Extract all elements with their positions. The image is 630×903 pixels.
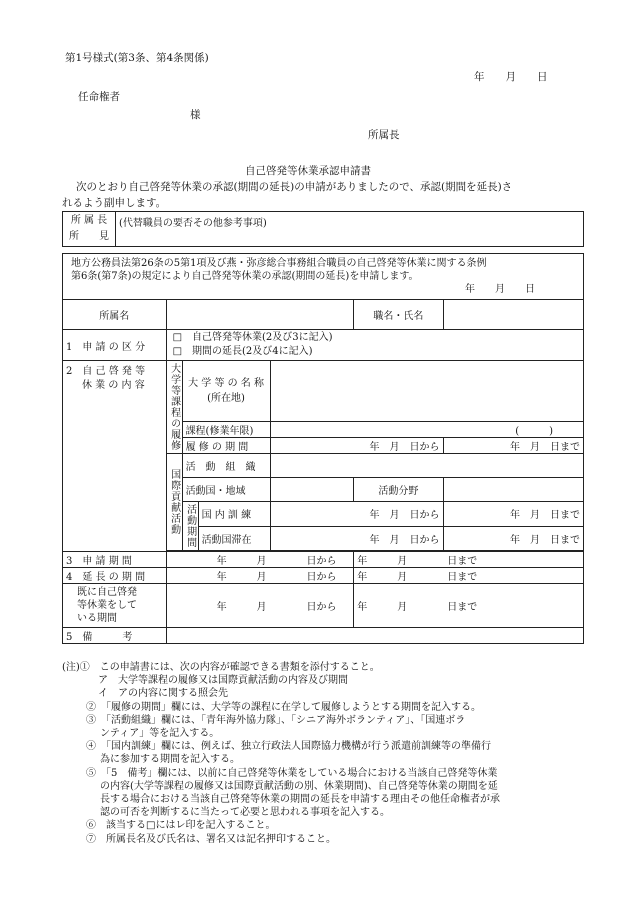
department-head-label: 所属長 [368,129,400,141]
overseas-stay-label: 活動国滞在 [198,526,270,551]
remarks-box [62,211,584,247]
previous-leave-label: 既に自己啓発 等休業をして いる期間 [63,584,167,628]
note-line: ⑥ 該当する□にはレ印を記入すること。 [86,820,276,832]
intro-line-2: れるよう副申します。 [62,197,167,209]
option-self-development-leave[interactable]: □ 自己啓発等休業(2及び3に記入) [172,332,333,343]
sec3-label: 3 申 請 期 間 [63,552,167,568]
study-period-from[interactable]: 年 月 日から [270,437,443,453]
addressee-honorific: 様 [190,109,201,121]
header-date: 年 月 日 [474,71,548,83]
extension-period-to[interactable]: 年 月 日まで [354,568,584,584]
intro-line-1: 次のとおり自己啓発等休業の承認(期間の延長)の申請がありましたので、承認(期間を延長)さ [76,181,513,193]
notes-section [62,661,582,846]
overseas-stay-from[interactable]: 年 月 日から [270,526,443,551]
activity-period-vertical-label: 活動期間 [182,502,198,551]
sec2-label: 2 自 己 啓 発 等 休 業 の 内 容 [63,361,167,552]
study-period-label: 履 修 の 期 間 [182,437,270,453]
note-line: ④ 「国内訓練」欄には、例えば、独立行政法人国際協力機構が行う派遣前訓練等の準備行 [86,741,491,753]
international-activity-vertical-label: 国際貢献活動 [166,454,182,551]
note-line: 為に参加する期間を記入する。 [100,754,240,766]
sec5-label: 5 備 考 [63,628,167,644]
note-line: ⑦ 所属長名及び氏名は、署名又は記名押印すること。 [86,833,336,845]
application-period-to[interactable]: 年 月 日まで [354,552,584,568]
activity-org-field[interactable] [270,454,583,478]
extension-period-from[interactable]: 年 月 日から [166,568,354,584]
remarks-field[interactable]: (代替職員の要否その他参考事項) [116,212,584,247]
department-label: 所属名 [63,300,167,330]
option-period-extension[interactable]: □ 期間の延長(2及び4に記入) [172,346,313,357]
appointer-label: 任命権者 [78,91,120,103]
note-line: (注)① この申請書には、次の内容が確認できる書類を添付すること。 [62,662,380,673]
note-line: ⑤ 「5 備考」欄には、以前に自己啓発等休業をしている場合における当該自己啓発等休業 [86,767,498,779]
note-line: ア 大学等課程の履修又は国際貢献活動の内容及び期間 [98,675,348,687]
note-line: ンティア」等を記入する。 [100,728,220,740]
course-field[interactable]: ( ) [270,421,583,437]
activity-country-field[interactable] [270,478,354,502]
domestic-training-from[interactable]: 年 月 日から [270,502,443,527]
sec4-label: 4 延 長 の 期 間 [63,568,167,584]
university-course-vertical-label: 大学等課程の履修 [166,361,182,454]
activity-org-label: 活 動 組 織 [182,454,270,478]
document-title: 自己啓発等休業承認申請書 [245,165,371,177]
activity-field-label: 活動分野 [354,478,443,502]
application-period-from[interactable]: 年 月 日から [166,552,354,568]
note-line: ② 「履修の期間」欄には、大学等の課程に在学して履修しようとする期間を記入する。 [86,701,481,713]
university-name-field[interactable] [270,361,583,422]
sec1-options [166,330,583,361]
remarks-label: 所 属 長 所 見 [63,212,116,247]
department-field[interactable] [166,300,354,330]
name-field[interactable] [443,300,583,330]
previous-leave-from[interactable]: 年 月 日から [166,584,354,628]
university-name-label: 大 学 等 の 名 称 (所在地) [182,361,270,422]
note-line: ③ 「活動組織」欄には、「青年海外協力隊」、「シニア海外ボランティア」、「国連ボラ [86,714,466,726]
overseas-stay-to[interactable]: 年 月 日まで [443,526,583,551]
sec1-label: 1 申 請 の 区 分 [63,330,167,361]
note-line: 認の可否を判断するに当たって必要と思われる事項を記入する。 [100,807,390,819]
course-label: 課程(修業年限) [182,421,270,437]
note-line: の内容(大学等課程の履修又は国際貢献活動の別、休業期間)、自己啓発等休業の期間を延 [100,780,498,792]
name-label: 職名・氏名 [354,300,443,330]
study-period-to[interactable]: 年 月 日まで [443,437,583,453]
previous-leave-to[interactable]: 年 月 日まで [354,584,584,628]
activity-country-label: 活動国・地域 [182,478,270,502]
domestic-training-to[interactable]: 年 月 日まで [443,502,583,527]
note-line: 長する場合における当該自己啓発等休業の期間の延長を申請する理由その他任命権者が承 [100,794,500,806]
note-line: イ アの内容に関する照会先 [98,688,228,700]
application-statement: 地方公務員法第26条の5第1項及び燕・弥彦総合事務組合職員の自己啓発等休業に関する条例 第6条(第7条)の規定により自己啓発等休業の承認(期間の延長)を申請します。 年 月 日 [63,254,584,300]
domestic-training-label: 国 内 訓 練 [198,502,270,527]
remarks-field-sec5[interactable] [166,628,583,644]
form-number: 第1号様式(第3条、第4条関係) [65,52,209,64]
application-form-table [62,253,584,644]
activity-field-field[interactable] [443,478,583,502]
